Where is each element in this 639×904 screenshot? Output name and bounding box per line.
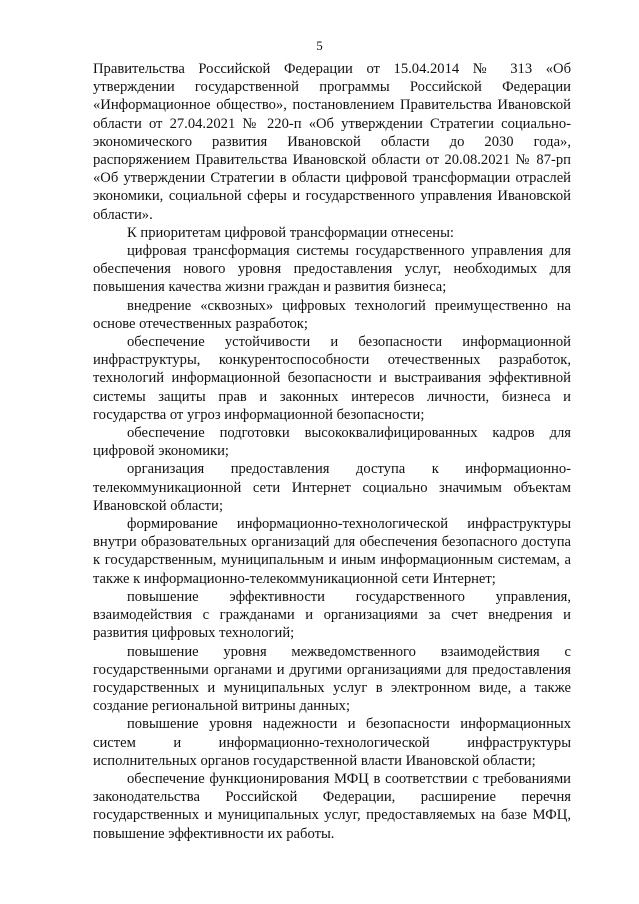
list-item-interagency: повышение уровня межведомственного взаимодействия с государственными органами и другими организациями для предоставления государственных и муниципальных услуг в электронном виде, а также создание региональной витрины данных;: [93, 643, 571, 715]
list-item-end-to-end-tech: внедрение «сквозных» цифровых технологий преимущественно на основе отечественных разработок;: [93, 297, 571, 332]
document-body: [93, 60, 571, 843]
list-item-digital-governance: цифровая трансформация системы государственного управления для обеспечения нового уровня предоставления услуг, необходимых для повышения качества жизни граждан и развития бизнеса;: [93, 243, 571, 296]
list-item-personnel: обеспечение подготовки высококвалифицированных кадров для цифровой экономики;: [93, 425, 571, 460]
paragraph-priorities-intro: К приоритетам цифровой трансформации отнесены:: [127, 224, 454, 241]
list-item-governance-efficiency: повышение эффективности государственного управления, взаимодействия с гражданами и организациями за счет внедрения и развития цифровых технологий;: [93, 588, 571, 642]
paragraph-continuation: Правительства Российской Федерации от 15.04.2014 № 313 «Об утверждении государственной программы Российской Федерации «Информационное общество», постановлением Правительства Ивановской области от 27.04.2021 № 220-п «Об утверждении Стратегии социально-экономического развития Ивановской области до 2030 года», распоряжением Правительства Ивановской области от 20.08.2021 № 87-рп «Об утверждении Стратегии в области цифровой трансформации отраслей экономики, социальной сферы и государственного управления Ивановской области».: [93, 61, 571, 223]
list-item-reliability: повышение уровня надежности и безопасности информационных систем и информационно-технологической инфраструктуры исполнительных органов государственной власти Ивановской области;: [93, 716, 571, 769]
list-item-security: обеспечение устойчивости и безопасности информационной инфраструктуры, конкурентоспособности отечественных разработок, технологий информационной безопасности и выстраивания эффективной системы защиты прав и законных интересов личности, бизнеса и государства от угроз информационной безопасности;: [93, 334, 571, 423]
list-item-internet-access: организация предоставления доступа к информационно-телекоммуникационной сети Интернет социально значимым объектам Ивановской области;: [93, 461, 571, 514]
list-item-education-infrastructure: формирование информационно-технологической инфраструктуры внутри образовательных организаций для обеспечения безопасного доступа к государственным, муниципальным и иным информационным системам, а также к информационно-телекоммуникационной сети Интернет;: [93, 516, 571, 587]
page-number: 5: [316, 38, 323, 53]
list-item-mfc: обеспечение функционирования МФЦ в соответствии с требованиями законодательства Российской Федерации, расширение перечня государственных и муниципальных услуг, предоставляемых на базе МФЦ, повышение эффективности их работы.: [93, 770, 571, 842]
